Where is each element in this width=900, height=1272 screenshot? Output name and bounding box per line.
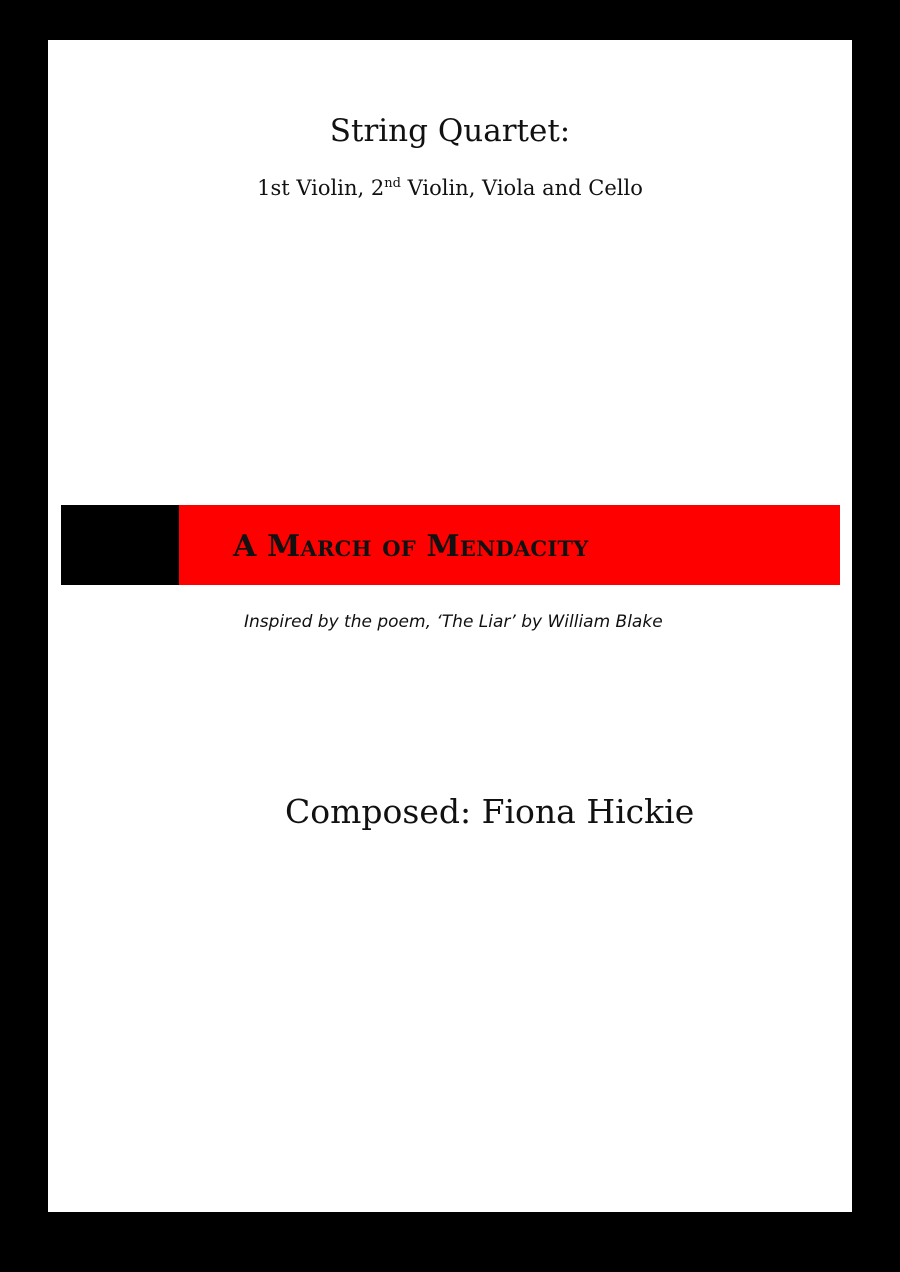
banner-black-block — [61, 505, 179, 585]
piece-title: A March of Mendacity — [233, 529, 589, 564]
composer-credit: Composed: Fiona Hickie — [285, 792, 695, 831]
inspiration-note: Inspired by the poem, ‘The Liar’ by William Blake — [244, 612, 663, 632]
quartet-title: String Quartet: — [329, 113, 571, 149]
ordinal-suffix: nd — [384, 176, 401, 191]
instrumentation-line — [0, 173, 900, 203]
instrumentation-start: 1st Violin, 2 — [257, 176, 385, 200]
instrumentation-rest: Violin, Viola and Cello — [400, 176, 643, 200]
